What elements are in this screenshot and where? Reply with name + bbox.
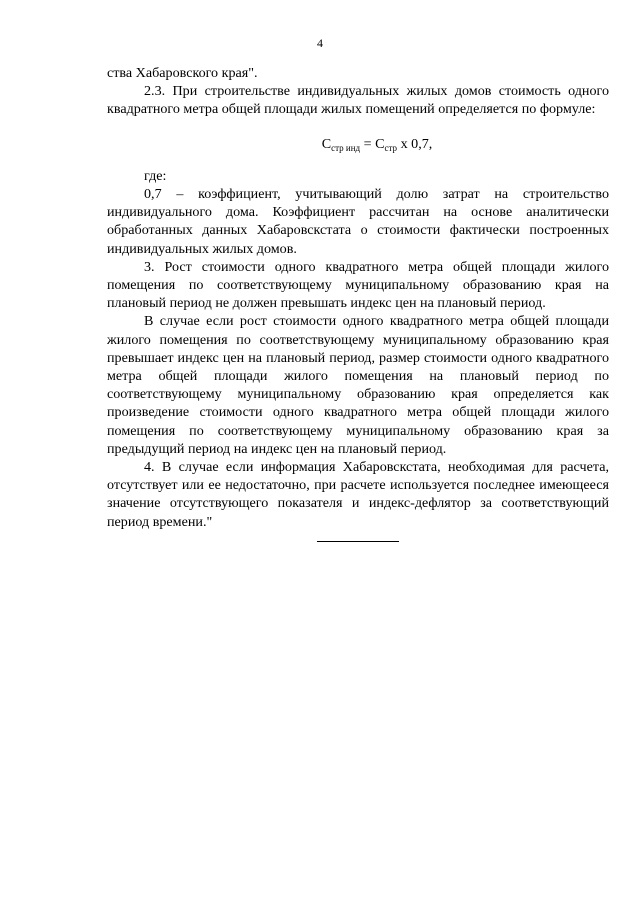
formula-equals: = [360,135,376,152]
page-number: 4 [317,36,323,50]
formula-lhs-symbol: С [321,135,332,152]
paragraph-2-3: 2.3. При строительстве индивидуальных жилых домов стоимость одного квадратного метра общей площади жилых помещений определяется по формуле: [107,83,609,118]
paragraph-where: где: [144,167,167,184]
end-divider-line [317,541,399,542]
formula-rhs-symbol: С [375,135,385,152]
formula-lhs-subscript: стр инд [331,142,361,153]
paragraph-3-exception: В случае если рост стоимости одного квадратного метра общей площади жилого помещения по соответствующему муниципальному образованию края превышает индекс цен на плановый период, размер стоимости одного квадратного метра общей площади жилого помещения на плановый период по соответствующему муниципальному образованию края определяется как произведение стоимости одного квадратного метра общей площади жилого помещения по соответствующему муниципальному образованию края за предыдущий период на индекс цен на плановый период. [107,313,609,457]
paragraph-coefficient: 0,7 – коэффициент, учитывающий долю затрат на строительство индивидуального дома. Коэффициент рассчитан на основе аналитически обработанных данных Хабаровскстата о стоимости фактически построенных индивидуальных жилых домов. [107,186,609,257]
formula [145,135,609,153]
paragraph-4: 4. В случае если информация Хабаровскстата, необходимая для расчета, отсутствует или ее недостаточно, при расчете используется последнее имеющееся значение отсутствующего показателя и индекс-дефлятор за соответствующий период времени." [107,459,609,530]
paragraph-3: 3. Рост стоимости одного квадратного метра общей площади жилого помещения по соответствующему муниципальному образованию края на плановый период не должен превышать индекс цен на плановый период. [107,258,609,312]
formula-rhs-tail: х 0,7, [397,135,433,152]
formula-rhs-subscript: стр [384,142,398,153]
document-body [107,64,609,531]
paragraph-continuation: ства Хабаровского края". [107,65,258,81]
